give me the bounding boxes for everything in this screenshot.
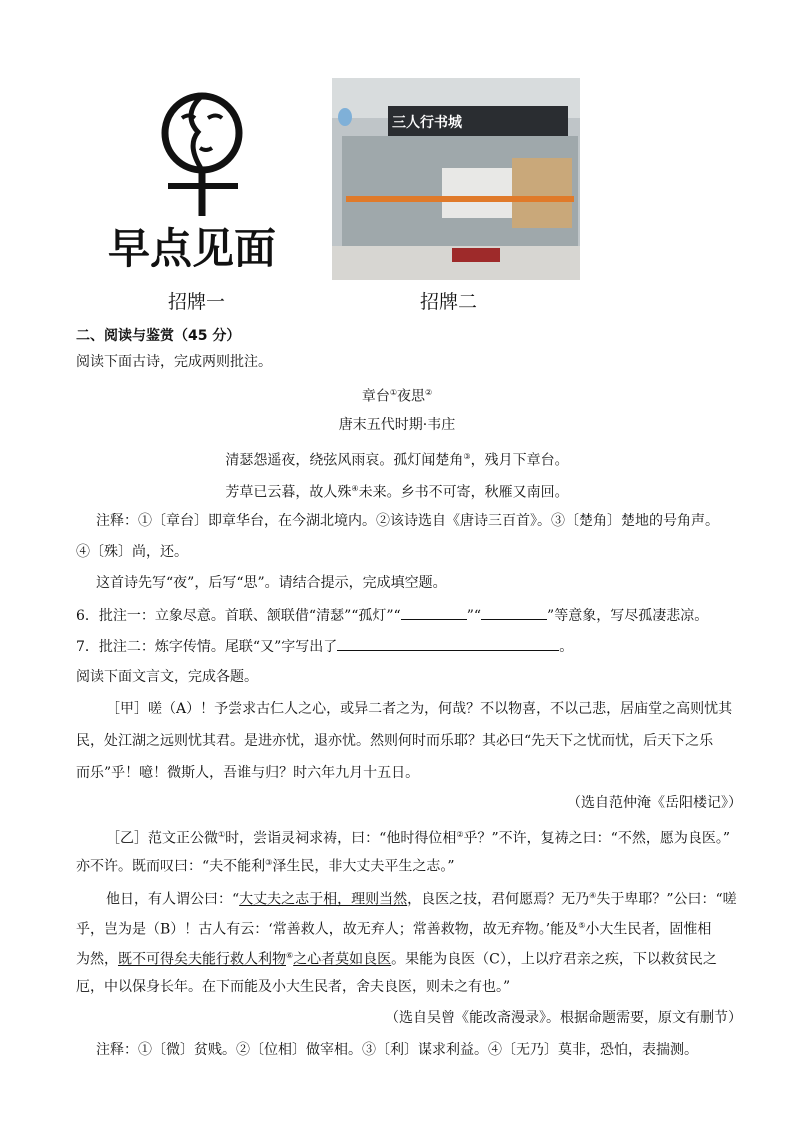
yi-line-1: ［乙］范文正公微①时，尝诣灵祠求祷，曰：“他时得位相②乎？”不许，复祷之曰：“不然，愿为良医。” [106, 830, 730, 847]
jia-line-3: 而乐”乎！噫！微斯人，吾谁与归？时六年九月十五日。 [76, 765, 420, 781]
poem-author: 唐末五代时期·韦庄 [338, 417, 456, 433]
caption-two: 招牌二 [420, 291, 478, 313]
caption-one: 招牌一 [168, 291, 226, 313]
poem-title: 章台①夜思② [361, 388, 433, 405]
yi-source: （选自吴曾《能改斋漫录》。根据命题需要，原文有删节） [385, 1010, 742, 1026]
poem-notes-line-1: 注释：①〔章台〕即章华台，在今湖北境内。②该诗选自《唐诗三百首》。③〔楚角〕楚地的号角声。 [96, 513, 719, 529]
yi-line-4: 乎，岂为是（B）！古人有云：‘常善救人，故无弃人；常善救物，故无弃物。’能及⑤小大生民者，固惟相 [76, 921, 712, 938]
answer-blank-6b[interactable] [481, 605, 547, 620]
shop-name: 三人行书城 [392, 115, 462, 131]
jia-source: （选自范仲淹《岳阳楼记》） [567, 795, 742, 811]
logo-text: 早点见面 [108, 224, 277, 273]
poem-line-2: 芳草已云暮，故人殊④未来。乡书不可寄，秋雁又南回。 [225, 484, 569, 501]
yi-line-6: 厄，中以保身长年。在下而能及小大生民者，舍夫良医，则未之有也。” [76, 979, 511, 995]
signboard-two-photo [332, 78, 580, 280]
yi-line-5: 为然，既不可得矣夫能行救人利物⑥之心者莫如良医。果能为良医（C），上以疗君亲之疾，下以救贫民之 [76, 951, 717, 968]
poem-hint: 这首诗先写“夜”，后写“思”。请结合提示，完成填空题。 [96, 575, 447, 591]
prose-intro: 阅读下面文言文，完成各题。 [76, 669, 258, 685]
question-6: 6．批注一：立象尽意。首联、颔联借“清瑟”“孤灯”“ ”“ ”等意象，写尽孤凄悲凉。 [76, 605, 708, 626]
poem-intro: 阅读下面古诗，完成两则批注。 [76, 354, 272, 370]
section-heading: 二、阅读与鉴赏（45 分） [76, 328, 241, 344]
jia-line-2: 民，处江湖之远则忧其君。是进亦忧，退亦忧。然则何时而乐耶？其必曰“先天下之忧而忧，后天下之乐 [76, 733, 714, 749]
yi-line-3: 他日，有人谓公曰：“大丈夫之志于相，理则当然，良医之技，君何愿焉？无乃④失于卑耶？”公曰：“嗟 [106, 891, 737, 908]
answer-blank-7[interactable] [337, 636, 559, 651]
answer-blank-6a[interactable] [401, 605, 467, 620]
prose-notes: 注释：①〔微〕贫贱。②〔位相〕做宰相。③〔利〕谋求利益。④〔无乃〕莫非，恐怕，表揣测。 [96, 1042, 698, 1058]
question-7: 7．批注二：炼字传情。尾联“又”字写出了 。 [76, 636, 573, 657]
poem-notes-line-2: ④〔殊〕尚，还。 [76, 544, 188, 560]
poem-line-1: 清瑟怨遥夜，绕弦风雨哀。孤灯闻楚角③，残月下章台。 [225, 452, 569, 469]
jia-line-1: ［甲］嗟（A）！予尝求古仁人之心，或异二者之为，何哉？不以物喜，不以己悲，居庙堂之高则忧其 [106, 701, 733, 717]
yi-line-2: 亦不许。既而叹曰：“夫不能利③泽生民，非大丈夫平生之志。” [76, 858, 455, 875]
signboard-one-logo [108, 88, 288, 273]
